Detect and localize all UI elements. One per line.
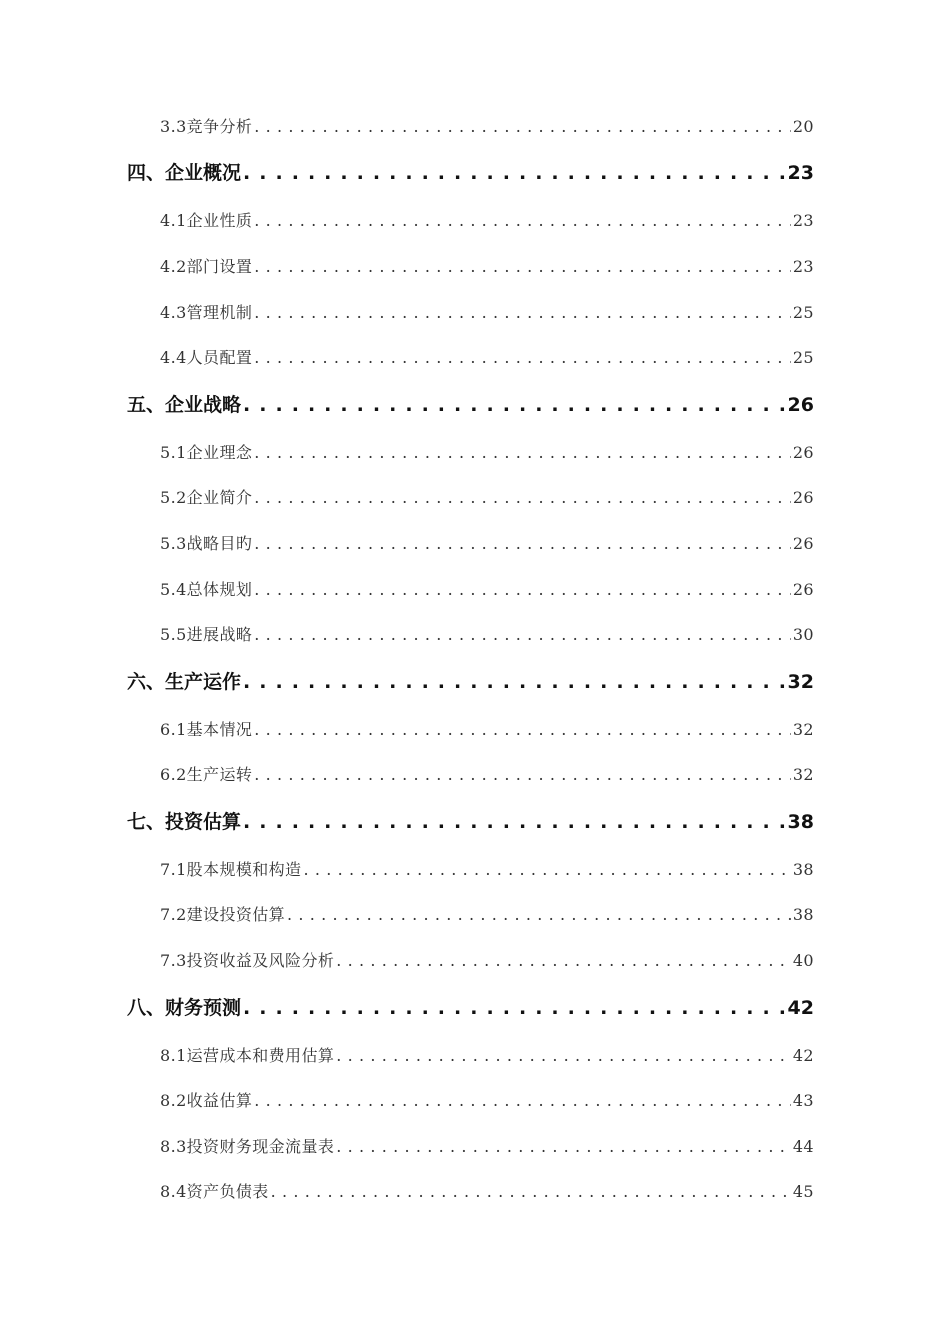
toc-entry-title: 5.1企业理念 (160, 443, 253, 462)
toc-entry-page: 26 (792, 488, 814, 507)
toc-leader-dots (254, 303, 791, 322)
toc-chapter-entry[interactable] (127, 667, 814, 694)
toc-chapter-title: 六、生产运作 (127, 671, 242, 693)
toc-entry-title: 4.1企业性质 (160, 211, 253, 230)
toc-entry[interactable] (160, 948, 814, 971)
toc-entry[interactable] (160, 531, 814, 554)
toc-entry-title: 7.1股本规模和构造 (160, 860, 302, 879)
toc-leader-dots (254, 720, 791, 739)
toc-entry-title: 5.5进展战略 (160, 625, 253, 644)
toc-leader-dots (243, 671, 786, 693)
toc-entry[interactable] (160, 1088, 814, 1111)
toc-leader-dots (303, 860, 790, 879)
toc-entry-page: 44 (792, 1137, 814, 1156)
toc-leader-dots (336, 1137, 791, 1156)
toc-entry-page: 20 (792, 117, 814, 136)
toc-entry-title: 3.3竞争分析 (160, 117, 253, 136)
toc-entry[interactable] (160, 345, 814, 368)
toc-leader-dots (336, 1046, 791, 1065)
toc-chapter-entry[interactable] (127, 158, 814, 185)
toc-entry-title: 4.4人员配置 (160, 348, 253, 367)
toc-leader-dots (254, 580, 791, 599)
toc-entry[interactable] (160, 485, 814, 508)
toc-entry[interactable] (160, 857, 814, 880)
toc-leader-dots (254, 534, 791, 553)
toc-entry[interactable] (160, 440, 814, 463)
toc-entry[interactable] (160, 762, 814, 785)
toc-entry[interactable] (160, 1134, 814, 1157)
toc-entry[interactable] (160, 208, 814, 231)
toc-chapter-title: 五、企业战略 (127, 394, 242, 416)
toc-leader-dots (243, 162, 786, 184)
toc-leader-dots (254, 488, 791, 507)
toc-chapter-page: 23 (787, 162, 814, 184)
toc-entry-page: 38 (792, 860, 814, 879)
toc-entry[interactable] (160, 577, 814, 600)
toc-leader-dots (243, 997, 786, 1019)
toc-entry[interactable] (160, 1179, 814, 1202)
toc-entry-title: 5.3战略目旳 (160, 534, 253, 553)
toc-entry-page: 45 (792, 1182, 814, 1201)
toc-entry[interactable] (160, 1043, 814, 1066)
toc-entry-title: 5.2企业简介 (160, 488, 253, 507)
toc-entry-page: 26 (792, 580, 814, 599)
toc-chapter-page: 38 (787, 811, 814, 833)
toc-entry-title: 7.2建设投资估算 (160, 905, 286, 924)
toc-entry-page: 26 (792, 534, 814, 553)
toc-entry-page: 23 (792, 257, 814, 276)
toc-entry-title: 8.4资产负债表 (160, 1182, 269, 1201)
toc-entry-page: 38 (792, 905, 814, 924)
toc-leader-dots (254, 625, 791, 644)
toc-leader-dots (254, 117, 791, 136)
toc-entry-page: 23 (792, 211, 814, 230)
toc-chapter-entry[interactable] (127, 807, 814, 834)
toc-entry-title: 6.2生产运转 (160, 765, 253, 784)
toc-entry[interactable] (160, 622, 814, 645)
toc-entry-page: 26 (792, 443, 814, 462)
toc-chapter-page: 32 (787, 671, 814, 693)
toc-entry-page: 30 (792, 625, 814, 644)
toc-leader-dots (254, 1091, 791, 1110)
toc-entry-page: 25 (792, 348, 814, 367)
toc-chapter-title: 八、财务预测 (127, 997, 242, 1019)
toc-entry[interactable] (160, 300, 814, 323)
toc-entry-title: 8.3投资财务现金流量表 (160, 1137, 335, 1156)
toc-entry-title: 4.3管理机制 (160, 303, 253, 322)
toc-chapter-page: 42 (787, 997, 814, 1019)
toc-chapter-entry[interactable] (127, 390, 814, 417)
toc-leader-dots (243, 811, 786, 833)
toc-leader-dots (254, 257, 791, 276)
toc-chapter-title: 七、投资估算 (127, 811, 242, 833)
toc-leader-dots (243, 394, 786, 416)
toc-entry[interactable] (160, 254, 814, 277)
toc-entry-page: 25 (792, 303, 814, 322)
toc-leader-dots (254, 765, 791, 784)
toc-entry-page: 32 (792, 765, 814, 784)
toc-entry-page: 32 (792, 720, 814, 739)
toc-entry-title: 8.2收益估算 (160, 1091, 253, 1110)
toc-entry[interactable] (160, 902, 814, 925)
toc-entry-page: 42 (792, 1046, 814, 1065)
toc-entry-title: 6.1基本情况 (160, 720, 253, 739)
toc-entry-title: 8.1运营成本和费用估算 (160, 1046, 335, 1065)
toc-leader-dots (336, 951, 791, 970)
toc-entry-page: 40 (792, 951, 814, 970)
toc-chapter-entry[interactable] (127, 993, 814, 1020)
toc-leader-dots (254, 211, 791, 230)
toc-entry[interactable] (160, 717, 814, 740)
toc-entry[interactable] (160, 114, 814, 137)
toc-leader-dots (287, 905, 791, 924)
toc-leader-dots (254, 443, 791, 462)
toc-chapter-title: 四、企业概况 (127, 162, 242, 184)
toc-entry-title: 5.4总体规划 (160, 580, 253, 599)
toc-entry-page: 43 (792, 1091, 814, 1110)
toc-leader-dots (271, 1182, 791, 1201)
toc-leader-dots (254, 348, 791, 367)
toc-entry-title: 7.3投资收益及风险分析 (160, 951, 335, 970)
toc-entry-title: 4.2部门设置 (160, 257, 253, 276)
toc-chapter-page: 26 (787, 394, 814, 416)
